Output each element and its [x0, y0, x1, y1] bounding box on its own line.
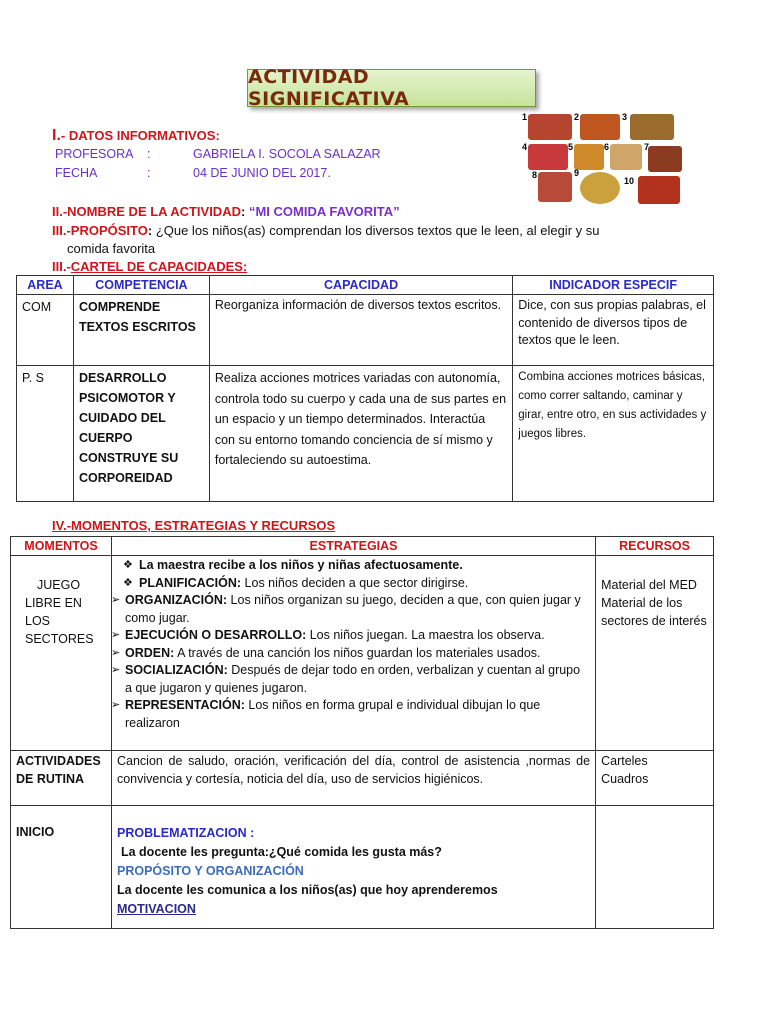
diamond-bullet-icon: ❖ — [122, 576, 133, 589]
header-estrategias: ESTRATEGIAS — [111, 537, 595, 556]
section-datos-heading: I.- DATOS INFORMATIVOS: — [52, 127, 220, 144]
document-title: ACTIVIDAD SIGNIFICATIVA — [248, 66, 410, 110]
list-item: ❖ La maestra recibe a los niños y niñas afectuosamente. — [123, 557, 590, 575]
table-row: ACTIVIDADES DE RUTINA Cancion de saludo, oración, verificación del día, control de asistencia ,normas de convivencia y cortesía, noticia del día, uso de servicios higiénicos. Carteles Cuadros — [11, 751, 714, 806]
food-image-10 — [638, 176, 680, 204]
list-item: ➢ REPRESENTACIÓN: Los niños en forma grupal e individual dibujan lo que realizaron — [110, 698, 541, 730]
table-row: INICIO PROBLEMATIZACION : La docente les pregunta:¿Qué comida les gusta más? PROPÓSITO Y ORGANIZACIÓN La docente les comunica a los niños(as) que hoy aprenderemos MOTIVACION — [11, 806, 714, 929]
arrow-bullet-icon: ➢ — [110, 629, 121, 641]
food-image-4 — [528, 144, 568, 170]
food-image-6 — [610, 144, 642, 170]
header-indicador: INDICADOR ESPECIF — [513, 276, 714, 295]
document-title-box — [247, 66, 536, 110]
food-image-1 — [528, 114, 572, 140]
header-capacidad: CAPACIDAD — [209, 276, 512, 295]
food-image-5 — [574, 144, 604, 170]
list-item: ➢ ORDEN: A través de una canción los niños guardan los materiales usados. — [111, 645, 590, 663]
arrow-bullet-icon: ➢ — [110, 594, 121, 606]
capacities-table — [16, 275, 714, 502]
proposito-line: III.-PROPÓSITO: ¿Que los niños(as) comprendan los diversos textos que le leen, al elegir y su — [52, 223, 600, 238]
header-recursos: RECURSOS — [596, 537, 714, 556]
list-item: ➢ SOCIALIZACIÓN: Después de dejar todo en orden, verbalizan y cuentan al grupo a que jugaron y quienes jugaron. — [110, 663, 581, 695]
header-momentos: MOMENTOS — [11, 537, 112, 556]
fecha-row: FECHA : 04 DE JUNIO DEL 2017. — [55, 166, 331, 180]
list-item: ❖ PLANIFICACIÓN: Los niños deciden a que sector dirigirse. — [123, 575, 590, 593]
food-image-8 — [538, 172, 572, 202]
proposito-line-2: comida favorita — [67, 241, 156, 256]
arrow-bullet-icon: ➢ — [110, 664, 121, 676]
profesora-row: PROFESORA : GABRIELA I. SOCOLA SALAZAR — [55, 147, 381, 161]
food-image-7 — [648, 146, 682, 172]
capacities-header-row — [17, 276, 714, 295]
diamond-bullet-icon: ❖ — [122, 559, 133, 571]
food-image-9 — [580, 172, 620, 204]
table-row: JUEGO LIBRE EN LOS SECTORES ❖ La maestra recibe a los niños y niñas afectuosamente. ❖ PLANIFICACIÓN: Los niños deciden a que sector dirigirse. ➢ ORGANIZACIÓN: Los niños organizan su juego, deciden a que, con quien jugar y como jugar. ➢ EJECUCIÓN O DESARROLLO: Los niños juegan. La maestra los observa. ➢ ORDEN: A través de una canción los niños guardan los materiales usados. ➢ SOCIALIZACIÓN: Después de dejar todo en orden, verbalizan y cuentan al grupo a que jugaron y quienes jugaron. ➢ REPRESENTACIÓN: Los niños en forma grupal e individual dibujan lo que realizaron Material del MED Material de los sectores de interés — [11, 556, 714, 751]
nombre-actividad-line: II.-NOMBRE DE LA ACTIVIDAD: “MI COMIDA FAVORITA” — [52, 204, 400, 219]
moments-table — [10, 536, 714, 929]
food-image-2 — [580, 114, 620, 140]
header-area: AREA — [17, 276, 74, 295]
header-competencia: COMPETENCIA — [73, 276, 209, 295]
arrow-bullet-icon: ➢ — [110, 646, 121, 659]
food-images-collage: 1 2 3 4 5 6 7 8 9 10 — [520, 110, 685, 206]
arrow-bullet-icon: ➢ — [110, 699, 121, 711]
cartel-heading: III.-CARTEL DE CAPACIDADES: — [52, 259, 248, 274]
list-item: ➢ ORGANIZACIÓN: Los niños organizan su juego, deciden a que, con quien jugar y como jugar. — [110, 593, 581, 625]
momentos-heading: IV.-MOMENTOS, ESTRATEGIAS Y RECURSOS — [52, 518, 336, 533]
food-image-3 — [630, 114, 674, 140]
table-row: P. S DESARROLLO PSICOMOTOR Y CUIDADO DEL CUERPO CONSTRUYE SU CORPOREIDAD Realiza acciones motrices variadas con autonomía, controla todo su cuerpo y cada una de sus partes en un espacio y un tiempo determinados. Interactúa con su entorno tomando conciencia de sí mismo y fortaleciendo su autoestima. Combina acciones motrices básicas, como correr saltando, caminar y girar, entre otro, en sus actividades y juegos libres. — [17, 366, 714, 502]
list-item: ➢ EJECUCIÓN O DESARROLLO: Los niños juegan. La maestra los observa. — [111, 627, 590, 645]
moments-header-row — [11, 537, 714, 556]
table-row: COM COMPRENDE TEXTOS ESCRITOS Reorganiza información de diversos textos escritos. Dice, con sus propias palabras, el contenido de diversos tipos de textos que le leen. — [17, 295, 714, 366]
